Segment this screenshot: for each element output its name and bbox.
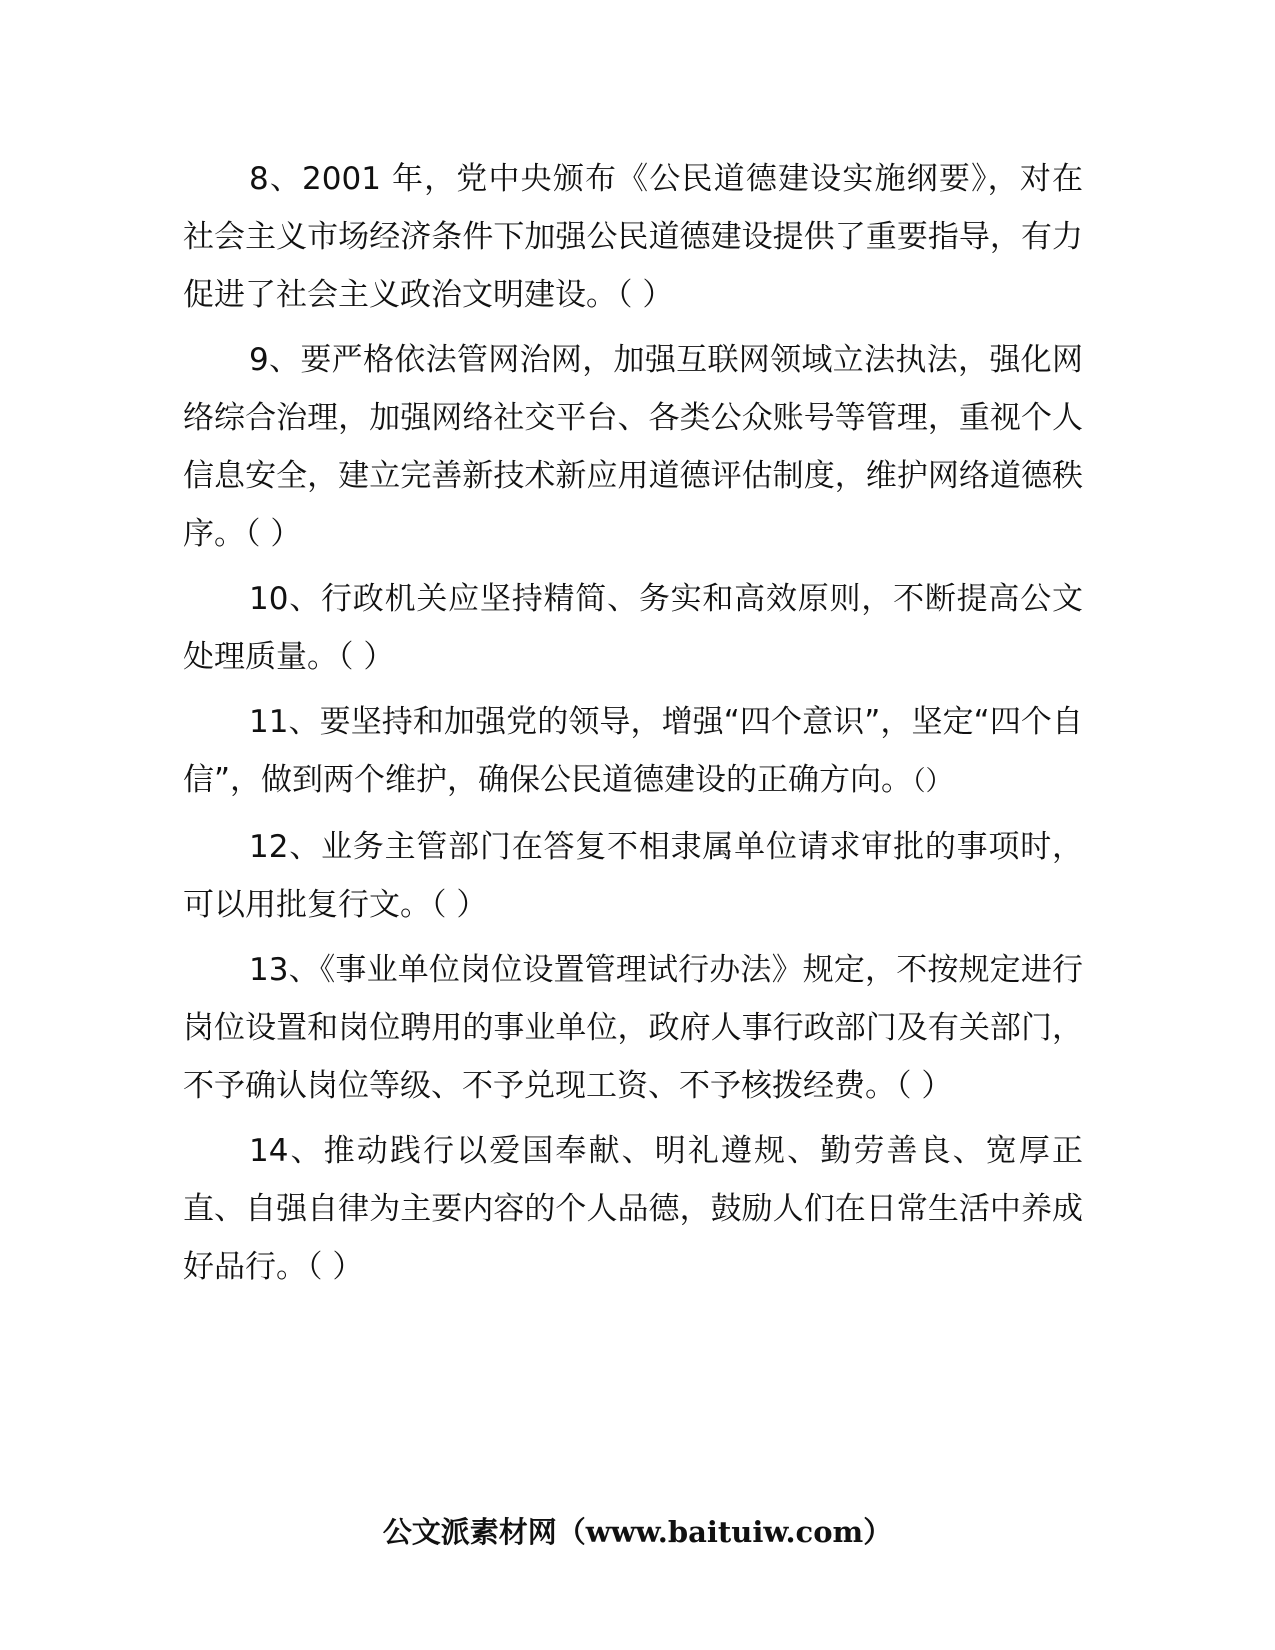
question-text: 9、要严格依法管网治网，加强互联网领域立法执法，强化网络综合治理，加强网络社交平台、各类公众账号等管理，重视个人信息安全，建立完善新技术新应用道德评估制度，维护网络道德秩序。 [183, 342, 1083, 552]
question-10 [183, 570, 1083, 686]
question-text: 10、行政机关应坚持精简、务实和高效原则，不断提高公文处理质量。 [183, 581, 1083, 675]
question-14 [183, 1122, 1083, 1296]
question-text: 13、《事业单位岗位设置管理试行办法》规定，不按规定进行岗位设置和岗位聘用的事业单位，政府人事行政部门及有关部门，不予确认岗位等级、不予兑现工资、不予核拨经费。 [183, 952, 1083, 1104]
question-8 [183, 150, 1083, 324]
answer-blank: （ ） [431, 887, 488, 923]
question-text: 11、要坚持和加强党的领导，增强“四个意识”，坚定“四个自信”，做到两个维护，确保公民道德建设的正确方向。 [183, 704, 1083, 798]
answer-blank: （） [912, 766, 953, 797]
answer-blank: （ ） [896, 1068, 953, 1104]
answer-blank: （ ） [307, 1249, 364, 1285]
answer-blank: （ ） [245, 516, 302, 552]
question-text: 12、业务主管部门在答复不相隶属单位请求审批的事项时，可以用批复行文。 [183, 829, 1083, 923]
question-12 [183, 818, 1083, 934]
document-body [183, 150, 1083, 1303]
question-13 [183, 941, 1083, 1115]
page-footer-watermark: 公文派素材网（www.baituiw.com） [382, 1515, 893, 1549]
question-9 [183, 331, 1083, 563]
question-text: 8、2001 年，党中央颁布《公民道德建设实施纲要》，对在社会主义市场经济条件下加强公民道德建设提供了重要指导，有力促进了社会主义政治文明建设。 [183, 161, 1083, 313]
answer-blank: （ ） [338, 639, 395, 675]
question-text: 14、推动践行以爱国奉献、明礼遵规、勤劳善良、宽厚正直、自强自律为主要内容的个人品德，鼓励人们在日常生活中养成好品行。 [183, 1133, 1083, 1285]
answer-blank: （ ） [617, 277, 674, 313]
question-11 [183, 693, 1083, 811]
